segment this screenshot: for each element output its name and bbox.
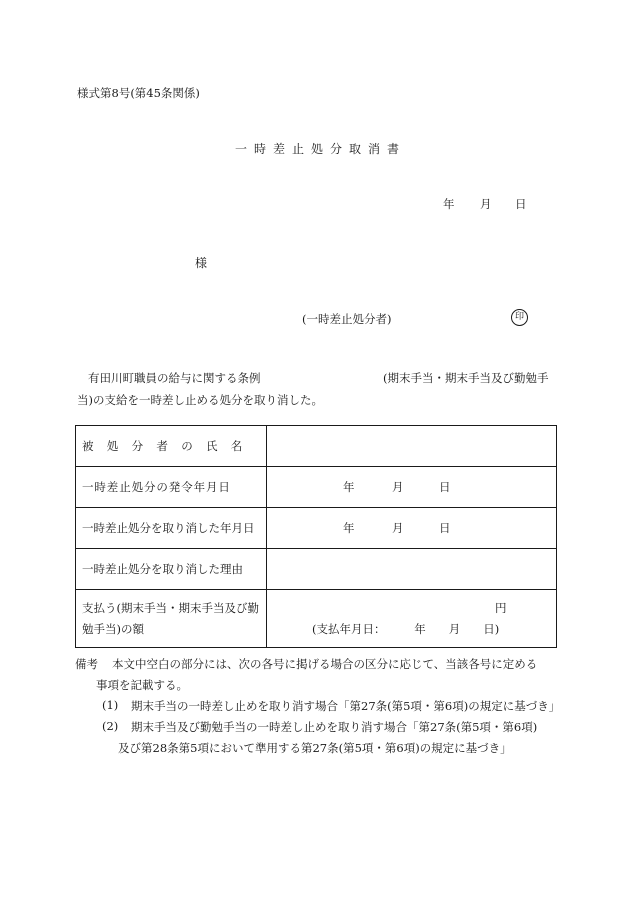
header-date-year: 年 [443, 197, 455, 211]
cancel-date-year: 年 [343, 521, 355, 535]
notes-item2-number: (2) [102, 719, 119, 733]
amount-label-line1: 支払う(期末手当・期末手当及び勤 [82, 600, 259, 615]
header-date-day: 日 [515, 197, 527, 211]
table-row [76, 549, 557, 590]
cancel-date-day: 日 [439, 521, 451, 535]
payment-date: (支払年月日： 年 月 日) [312, 622, 500, 636]
currency-unit: 円 [495, 601, 507, 615]
form-number: 様式第8号(第45条関係) [77, 86, 200, 100]
intro-line1-left: 有田川町職員の給与に関する条例 [88, 371, 261, 385]
issue-date-day: 日 [439, 480, 451, 494]
addressee-suffix: 様 [195, 256, 208, 270]
notes-item2-line1: 期末手当及び勤勉手当の一時差し止めを取り消す場合「第27条(第5項・第6項) [131, 720, 538, 734]
row-label-issue-date: 一時差止処分の発令年月日 [76, 467, 267, 508]
row-label-reason: 一時差止処分を取り消した理由 [76, 549, 267, 590]
seal-icon: 印 [511, 309, 528, 326]
issue-date-month: 月 [392, 480, 404, 494]
row-label-amount [76, 590, 267, 648]
intro-line1-right: (期末手当・期末手当及び勤勉手 [383, 371, 549, 385]
row-value-reason [267, 549, 557, 590]
row-value-cancel-date [267, 508, 557, 549]
notes-heading: 備考 [75, 657, 98, 671]
header-date-month: 月 [480, 197, 492, 211]
row-value-issue-date [267, 467, 557, 508]
intro-line2: 当)の支給を一時差し止める処分を取り消した。 [77, 393, 323, 407]
amount-label-line2: 勉手当)の額 [82, 621, 144, 636]
document-title: 一時差止処分取消書 [235, 142, 407, 156]
notes-line1: 本文中空白の部分には、次の各号に掲げる場合の区分に応じて、当該各号に定める [112, 657, 538, 671]
row-label-name: 被 処 分 者 の 氏 名 [76, 426, 267, 467]
notes-item1: 期末手当の一時差し止めを取り消す場合「第27条(第5項・第6項)の規定に基づき」 [131, 699, 561, 713]
issuer-label: (一時差止処分者) [302, 312, 392, 326]
notes-line2: 事項を記載する。 [96, 678, 188, 692]
row-value-name [267, 426, 557, 467]
cancel-date-month: 月 [392, 521, 404, 535]
table-row [76, 467, 557, 508]
table-row [76, 590, 557, 648]
table-row [76, 426, 557, 467]
issue-date-year: 年 [343, 480, 355, 494]
cancellation-table [75, 425, 557, 648]
row-value-amount [267, 590, 557, 648]
notes-item1-number: (1) [102, 698, 119, 712]
row-label-cancel-date: 一時差止処分を取り消した年月日 [76, 508, 267, 549]
notes-item2-line2: 及び第28条第5項において準用する第27条(第5項・第6項)の規定に基づき」 [118, 741, 512, 755]
table-row [76, 508, 557, 549]
